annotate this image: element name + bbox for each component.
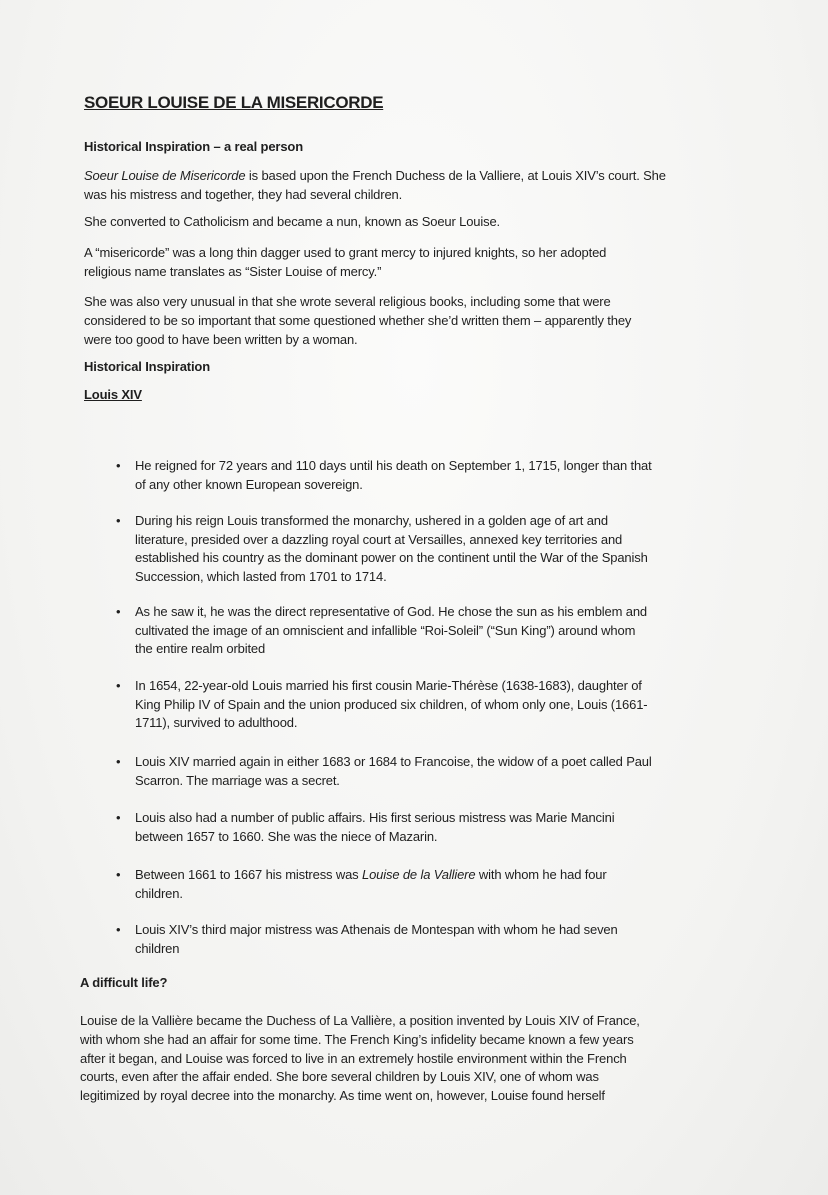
bullet-icon: • bbox=[116, 513, 121, 528]
text-line: As he saw it, he was the direct representative of God. He chose the sun as his emblem and bbox=[135, 604, 647, 619]
text-line: 1711), survived to adulthood. bbox=[135, 715, 298, 730]
bullet-item bbox=[135, 753, 652, 790]
text-line: were too good to have been written by a woman. bbox=[84, 331, 358, 347]
text-line: of any other known European sovereign. bbox=[135, 476, 363, 492]
difficult-life-paragraph bbox=[80, 1012, 640, 1106]
bullet-icon: • bbox=[116, 604, 121, 619]
text-line: cultivated the image of an omniscient and infallible “Roi-Soleil” (“Sun King”) around whom bbox=[135, 622, 636, 638]
bullet-item bbox=[135, 809, 614, 846]
section-heading: Historical Inspiration bbox=[84, 359, 211, 374]
text-line: Louis also had a number of public affairs. His first serious mistress was Marie Mancini bbox=[135, 810, 615, 825]
text-line: King Philip IV of Spain and the union produced six children, of whom only one, Louis (1661- bbox=[135, 696, 648, 712]
bullet-item bbox=[135, 512, 648, 586]
subtitle-heading: Historical Inspiration – a real person bbox=[84, 139, 303, 154]
text-line: children. bbox=[135, 885, 183, 901]
intro-paragraph-4 bbox=[84, 293, 631, 349]
text-line: During his reign Louis transformed the monarchy, ushered in a golden age of art and bbox=[135, 513, 608, 528]
bullet-icon: • bbox=[116, 458, 121, 473]
text-line: Louise de la Vallière became the Duchess of La Vallière, a position invented by Louis XIV of France, bbox=[80, 1013, 640, 1028]
bullet-icon: • bbox=[116, 922, 121, 937]
bullet-item bbox=[135, 603, 647, 659]
text-line: Louis XIV married again in either 1683 or 1684 to Francoise, the widow of a poet called Paul bbox=[135, 754, 652, 769]
italic-name: Louise de la Valliere bbox=[361, 867, 476, 882]
text-line: He reigned for 72 years and 110 days until his death on September 1, 1715, longer than that bbox=[135, 458, 652, 473]
bullet-icon: • bbox=[116, 678, 121, 693]
bullet-icon: • bbox=[116, 810, 121, 825]
text-line: with whom she had an affair for some time. The French King’s infidelity became known a few years bbox=[80, 1031, 634, 1047]
intro-paragraph-1 bbox=[84, 167, 666, 205]
bullet-icon: • bbox=[116, 867, 121, 882]
intro-paragraph-3 bbox=[84, 244, 606, 282]
text-line: Succession, which lasted from 1701 to 1714. bbox=[135, 568, 387, 584]
text-line: courts, even after the affair ended. She bore several children by Louis XIV, one of whom was bbox=[80, 1069, 599, 1085]
bullet-item bbox=[135, 921, 618, 958]
text-line: between 1657 to 1660. She was the niece of Mazarin. bbox=[135, 828, 438, 844]
text-line: In 1654, 22-year-old Louis married his first cousin Marie-Thérèse (1638-1683), daughter of bbox=[135, 678, 642, 693]
bullet-item bbox=[135, 677, 647, 733]
text-line: Scarron. The marriage was a secret. bbox=[135, 772, 340, 788]
bullet-icon: • bbox=[116, 754, 121, 769]
intro-paragraph-2: She converted to Catholicism and became a nun, known as Soeur Louise. bbox=[84, 214, 501, 229]
bullet-item bbox=[135, 866, 607, 903]
text-line: established his country as the dominant power on the continent until the War of the Spanish bbox=[135, 550, 648, 565]
text-line: after it began, and Louise was forced to live in an extremely hostile environment within the French bbox=[80, 1050, 627, 1066]
text-line: literature, presided over a dazzling royal court at Versailles, annexed key territories and bbox=[135, 531, 623, 547]
difficult-life-heading: A difficult life? bbox=[80, 975, 168, 990]
text-line: Louis XIV’s third major mistress was Athenais de Montespan with whom he had seven bbox=[135, 922, 618, 937]
text-line: She was also very unusual in that she wrote several religious books, including some that were bbox=[84, 294, 611, 309]
text-line: the entire realm orbited bbox=[135, 641, 266, 656]
text-line: religious name translates as “Sister Louise of mercy.” bbox=[84, 263, 382, 279]
text: is based upon the French Duchess de la Valliere, at Louis XIV’s court. She bbox=[245, 168, 666, 183]
text: with whom he had four bbox=[475, 867, 607, 882]
italic-name: Soeur Louise de Misericorde bbox=[84, 168, 246, 183]
bullet-item bbox=[135, 457, 652, 494]
text-line: A “misericorde” was a long thin dagger used to grant mercy to injured knights, so her adopted bbox=[84, 245, 607, 260]
text-line: children bbox=[135, 940, 180, 956]
text-line: considered to be so important that some questioned whether she’d written them – apparently they bbox=[84, 312, 632, 328]
louis-heading: Louis XIV bbox=[84, 387, 142, 402]
text-line: legitimized by royal decree into the monarchy. As time went on, however, Louise found herself bbox=[80, 1088, 605, 1104]
text-line: was his mistress and together, they had several children. bbox=[84, 186, 403, 202]
text: Between 1661 to 1667 his mistress was bbox=[135, 867, 362, 882]
document-title: SOEUR LOUISE DE LA MISERICORDE bbox=[84, 93, 384, 112]
